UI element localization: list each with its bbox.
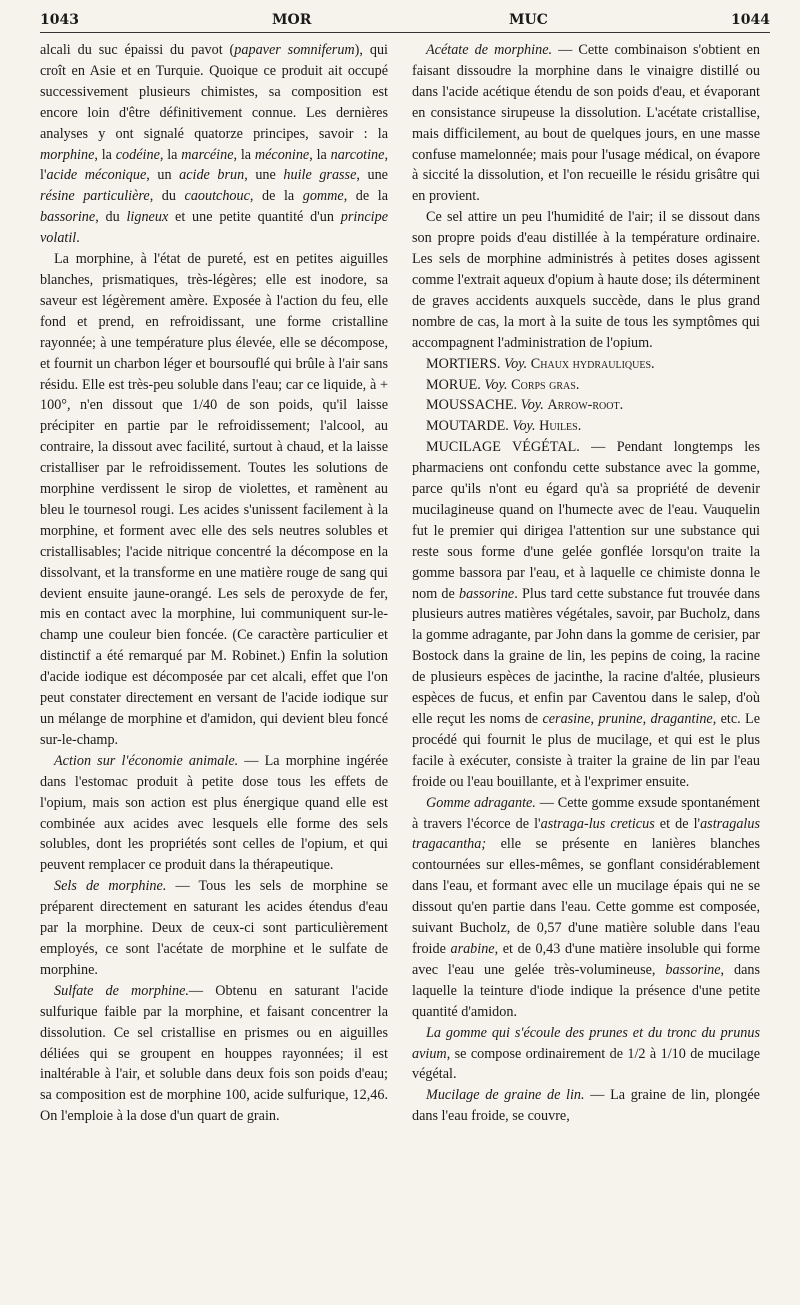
page-number-left: 1043 [40,12,79,28]
acetate-effects-paragraph: Ce sel attire un peu l'humidité de l'air; il se dissout dans son propre poids d'eau distillée à la température ordinaire. Les sels de morphine administrés à petites doses agissent comme l'extrait aqueux d'opium à haute dose; ils déterminent de graves accidents auxquels succède, dans le plus grand nombre de cas, la mort à la suite de tous les symptômes qui accompagnent l'administration de l'opium. [412,209,760,351]
page-number-right: 1044 [731,12,770,28]
right-column [412,40,760,1127]
entry-morue: MORUE. Voy. Corps gras. [426,376,580,393]
running-header [40,6,770,33]
entry-moutarde: MOUTARDE. Voy. Huiles. [426,418,582,435]
entry-mucilage-vegetal: MUCILAGE VÉGÉTAL. — Pendant longtemps les pharmaciens ont confondu cette substance avec la gomme, parce qu'ils n'ont eu égard qu'à sa propriété de devenir mucilagineuse quand on l'humecte avec de l'eau. Vauquelin fut le premier qui dirigea l'attention sur une substance qui reste sous forme d'une gelée gonflée lorsqu'on traite la gomme bassora par l'eau, et à laquelle ce chimiste donna le nom de bassorine. Plus tard cette substance fut trouvée dans plusieurs autres matières végétales, savoir, par Bucholz, dans la gomme adragante, par John dans la gomme de cerisier, par Bostock dans la graine de lin, les pepins de coing, la racine de plusieurs espèces de jacinthe, la racine d'altée, plusieurs espèces de fucus, et enfin par Caventou dans le salep, d'où elle reçut les noms de cerasine, prunine, dragantine, etc. Le procédé qui fournit le plus de mucilage, et qui est le plus facile à exécuter, consiste à traiter la graine de lin par l'eau froide ou l'eau bouillante, et à l'exprimer ensuite. [412,439,760,790]
left-column [40,40,388,1127]
linseed-mucilage-paragraph: Mucilage de graine de lin. — La graine de lin, plongée dans l'eau froide, se couvre, [412,1087,760,1125]
morphine-salts-paragraph: Sels de morphine. — Tous les sels de morphine se préparent directement en saturant les acides étendus d'eau par la morphine. Deux de ceux-ci sont particulièrement employés, ce sont l'acétate de morphine et le sulfate de morphine. [40,878,388,978]
prunus-gum-paragraph: La gomme qui s'écoule des prunes et du tronc du prunus avium, se compose ordinairement de 1/2 à 1/10 de mucilage végétal. [412,1024,760,1083]
morphine-properties-paragraph: La morphine, à l'état de pureté, est en petites aiguilles blanches, prismatiques, très-légères; elle est inodore, sa saveur est légèrement amère. Exposée à l'action du feu, elle fond et prend, en refroidissant, une forme cristalline rayonnée; à une température plus élevée, elle se décompose, et fournit un charbon léger et boursouflé qui brûle à l'air sans résidu. Elle est très-peu soluble dans l'eau; car ce liquide, à + 100°, n'en dissout que 1/40 de son poids, qu'il laisse précipiter en partie par le refroidissement; l'alcool, au contraire, la dissout avec facilité, surtout à chaud, et la laisse cristalliser par le refroidissement. Toutes les solutions de morphine verdissent le sirop de violettes, et ramènent au bleu le tournesol rougi. Les acides s'unissent facilement à la morphine, et forment avec elle des sels neutres solubles et cristallisables; l'acide nitrique concentré la décompose en la dissolvant, et la transforme en une matière rouge de sang qui devient ensuite jaune-orangé. Les sels de peroxyde de fer, mis en contact avec la morphine, lui communiquent sur-le-champ une couleur bien foncée. (Ce caractère particulier et distinctif a été remarqué par M. Robinet.) Enfin la solution d'acide iodique est décomposée par cet alcali, effet que l'on peut constater directement en versant de l'acide iodique sur un mélange de morphine et d'amidon, qui devient bleu foncé sur-le-champ. [40,251,388,748]
catchword-left: MOR [272,12,312,28]
gomme-adragante-paragraph: Gomme adragante. — Cette gomme exsude spontanément à travers l'écorce de l'astraga-lus creticus et de l'astragalus tragacantha; elle se présente en lanières blanches contournées sur elles-mêmes, se gonflant considérablement dans l'eau, et formant avec elle un mucilage épais qui ne se dissout qu'en partie dans l'eau. Cette gomme est composée, suivant Bucholz, de 0,57 d'une matière soluble dans l'eau froide arabine, et de 0,43 d'une matière insoluble qui forme avec l'eau une gelée très-volumineuse, bassorine, dans laquelle la teinture d'iode indique la présence d'une petite quantité d'amidon. [412,794,761,1020]
morphine-acetate-paragraph: Acétate de morphine. — Cette combinaison s'obtient en faisant dissoudre la morphine dans le vinaigre distillé ou dans l'acide acétique étendu de son poids d'eau, et évaporant en consistance sirupeuse la dissolution. L'acétate cristallise, mais difficilement, au bout de quelques jours, en une masse confuse mamelonnée; mais pour l'usage médical, on évapore à siccité la dissolution, et l'on recueille le résidu grisâtre qui en provient. [412,42,760,205]
opium-composition-paragraph: alcali du suc épaissi du pavot (papaver somniferum), qui croît en Asie et en Turquie. Quoique ce produit ait occupé successivement plusieurs chimistes, sa composition est encore loin d'être définitivement connue. Les dernières analyses y ont signalé quatorze principes, savoir : la morphine, la codéine, la marcéine, la méconine, la narcotine, l'acide méconique, un acide brun, une huile grasse, une résine particulière, du caoutchouc, de la gomme, de la bassorine, du ligneux et une petite quantité d'un principe volatil. [40,42,388,247]
entry-moussache: MOUSSACHE. Voy. Arrow-root. [426,397,624,414]
entry-mortiers: MORTIERS. Voy. Chaux hydrauliques. [426,355,655,372]
catchword-right: MUC [509,12,548,28]
animal-action-paragraph: Action sur l'économie animale. — La morphine ingérée dans l'estomac produit à petite dose tous les effets de l'opium, mais son action est plus énergique quand elle est combinée aux acides avec lesquels elle forme des sels solubles, dont les propriétés sont celles de l'opium, et qui peuvent remplacer ce produit dans la thérapeutique. [40,752,388,874]
morphine-sulfate-paragraph: Sulfate de morphine.— Obtenu en saturant l'acide sulfurique faible par la morphine, et faisant concentrer la dissolution. Ce sel cristallise en prismes ou en aiguilles déliées qui se groupent en houppes rayonnées; il est inaltérable à l'air, et soluble dans deux fois son poids d'eau; sa composition est de morphine 100, acide sulfurique, 12,46. On l'emploie à la dose d'un quart de grain. [40,982,388,1125]
